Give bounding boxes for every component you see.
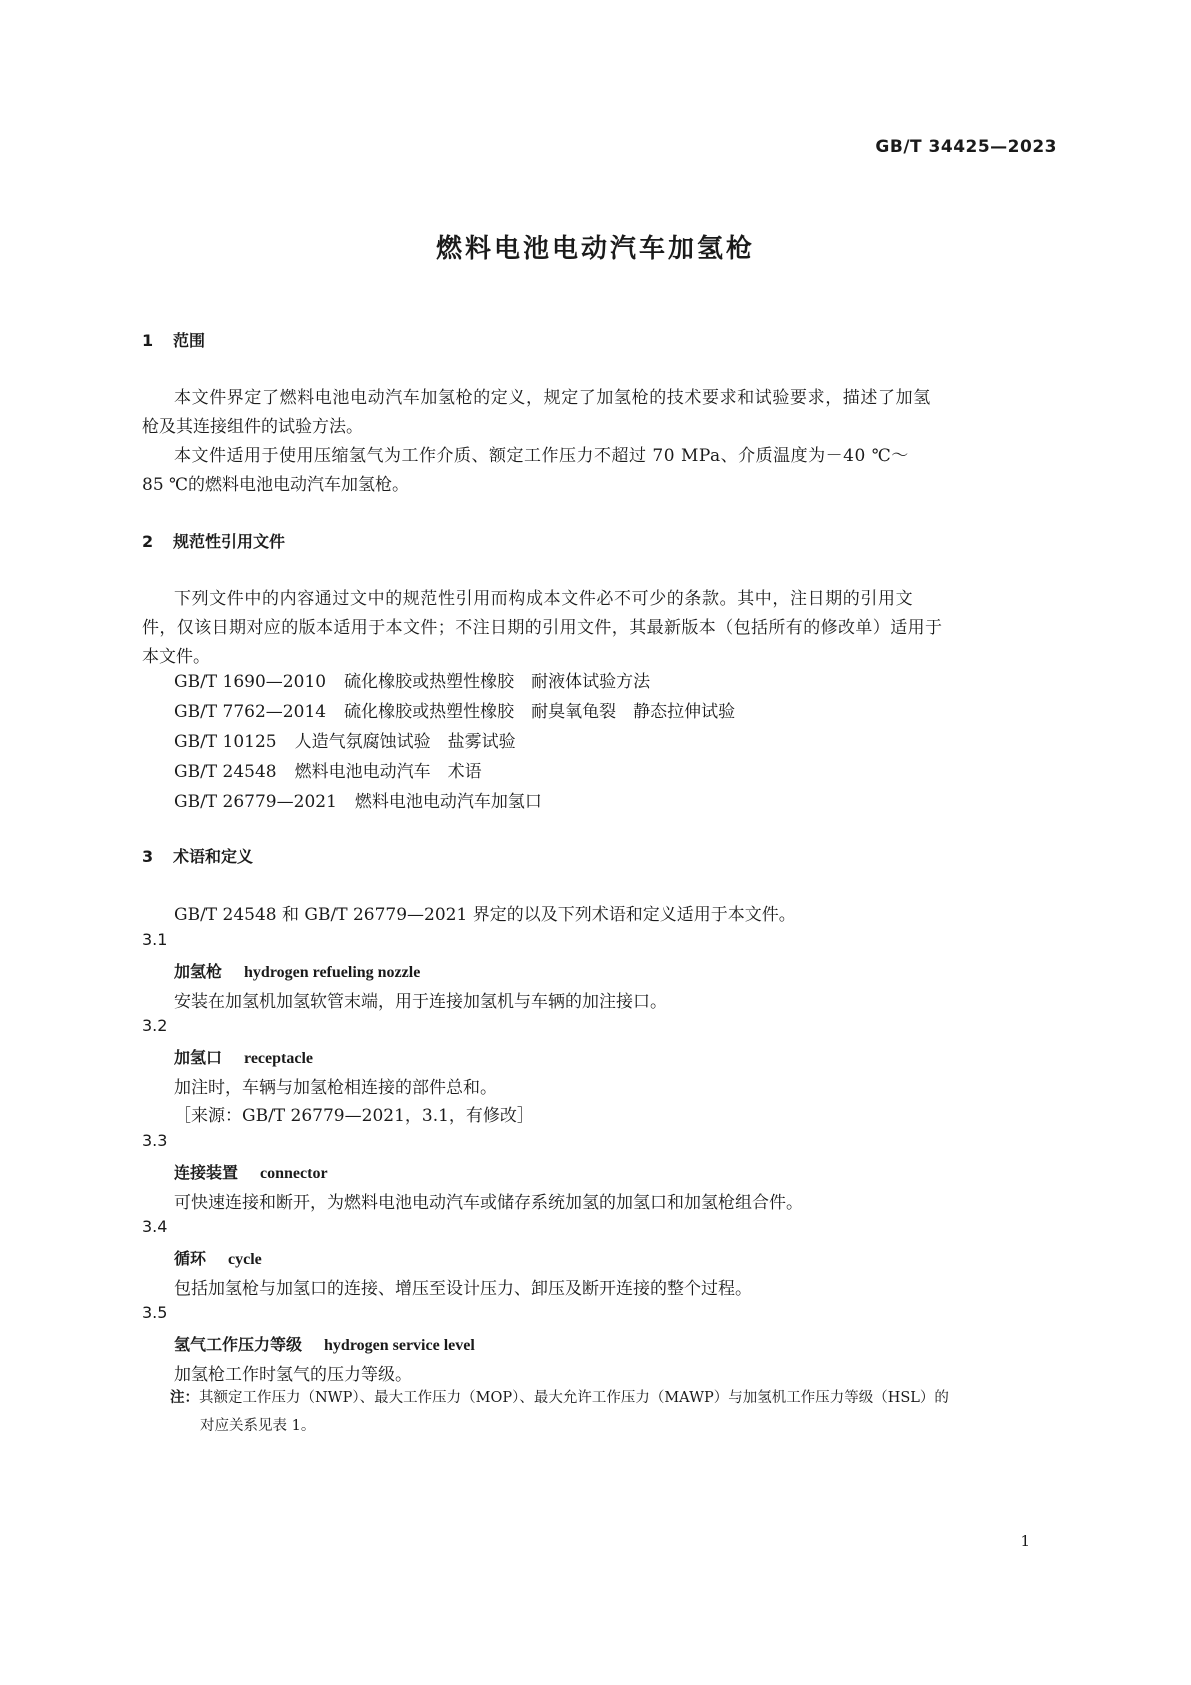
note-line1 <box>170 1384 1050 1412</box>
term-definition: 包括加氢枪与加氢口的连接、增压至设计压力、卸压及断开连接的整个过程。 <box>174 1279 752 1299</box>
reference-item <box>174 697 735 727</box>
scope-para2-line1: 本文件适用于使用压缩氢气为工作介质、额定工作压力不超过 70 MPa、介质温度为－40 ℃～ <box>174 446 909 466</box>
term-heading <box>174 1332 475 1355</box>
term-heading <box>174 1160 328 1183</box>
term-definition: 可快速连接和断开，为燃料电池电动汽车或储存系统加氢的加氢口和加氢枪组合件。 <box>174 1193 803 1213</box>
term-number: 3.2 <box>142 1016 168 1035</box>
reference-title: 燃料电池电动汽车加氢口 <box>354 792 542 812</box>
references-intro-line3: 本文件。 <box>142 647 210 667</box>
term-english: receptacle <box>244 1050 314 1067</box>
term-number: 3.4 <box>142 1217 168 1236</box>
reference-title: 人造气氛腐蚀试验 盐雾试验 <box>294 732 516 752</box>
term-heading <box>174 1246 262 1269</box>
section-1-heading <box>142 328 205 351</box>
reference-item <box>174 787 735 817</box>
term-heading <box>174 1045 313 1068</box>
reference-item <box>174 757 735 787</box>
term-number: 3.5 <box>142 1303 168 1322</box>
document-title: 燃料电池电动汽车加氢枪 <box>435 234 755 264</box>
reference-code: GB/T 7762—2014 <box>174 702 327 722</box>
term-english: hydrogen service level <box>324 1337 475 1354</box>
section-title: 范围 <box>173 331 206 350</box>
reference-list <box>174 667 735 817</box>
term-heading <box>174 959 420 982</box>
terms-intro: GB/T 24548 和 GB/T 26779—2021 界定的以及下列术语和定义适用于本文件。 <box>174 905 796 925</box>
term-chinese: 氢气工作压力等级 <box>174 1335 303 1354</box>
note <box>170 1384 1050 1440</box>
section-number: 1 <box>142 331 154 350</box>
term-chinese: 连接装置 <box>174 1163 239 1182</box>
note-line2: 对应关系见表 1。 <box>200 1418 316 1434</box>
term-definition: 加注时，车辆与加氢枪相连接的部件总和。 <box>174 1078 497 1098</box>
section-number: 2 <box>142 532 154 551</box>
page-number: 1 <box>1020 1532 1030 1550</box>
reference-code: GB/T 1690—2010 <box>174 672 327 692</box>
term-english: hydrogen refueling nozzle <box>244 964 421 981</box>
reference-title: 燃料电池电动汽车 术语 <box>294 762 482 782</box>
reference-item <box>174 667 735 697</box>
reference-code: GB/T 10125 <box>174 732 277 752</box>
term-source: ［来源：GB/T 26779—2021，3.1，有修改］ <box>174 1106 534 1126</box>
section-title: 术语和定义 <box>173 847 254 866</box>
references-intro-line2: 件，仅该日期对应的版本适用于本文件；不注日期的引用文件，其最新版本（包括所有的修改单）适用于 <box>142 618 943 638</box>
reference-code: GB/T 24548 <box>174 762 277 782</box>
section-number: 3 <box>142 847 154 866</box>
term-chinese: 加氢枪 <box>174 962 223 981</box>
references-intro-line1: 下列文件中的内容通过文中的规范性引用而构成本文件必不可少的条款。其中，注日期的引用文 <box>174 589 914 609</box>
term-chinese: 循环 <box>174 1249 207 1268</box>
note-text: 其额定工作压力（NWP）、最大工作压力（MOP）、最大允许工作压力（MAWP）与加氢机工作压力等级（HSL）的 <box>199 1390 949 1406</box>
section-2-heading <box>142 529 285 552</box>
reference-title: 硫化橡胶或热塑性橡胶 耐臭氧龟裂 静态拉伸试验 <box>344 702 736 722</box>
note-label: 注： <box>170 1390 199 1406</box>
section-3-heading <box>142 844 253 867</box>
reference-code: GB/T 26779—2021 <box>174 792 337 812</box>
reference-title: 硫化橡胶或热塑性橡胶 耐液体试验方法 <box>344 672 651 692</box>
term-number: 3.1 <box>142 930 168 949</box>
reference-item <box>174 727 735 757</box>
term-number: 3.3 <box>142 1131 168 1150</box>
term-english: connector <box>260 1165 328 1182</box>
term-definition: 加氢枪工作时氢气的压力等级。 <box>174 1365 412 1385</box>
scope-para1-line1: 本文件界定了燃料电池电动汽车加氢枪的定义，规定了加氢枪的技术要求和试验要求，描述了加氢 <box>174 388 931 408</box>
term-english: cycle <box>228 1251 262 1268</box>
section-title: 规范性引用文件 <box>173 532 286 551</box>
scope-para2-line2: 85 ℃的燃料电池电动汽车加氢枪。 <box>142 475 410 495</box>
standard-code: GB/T 34425—2023 <box>875 137 1057 157</box>
scope-para1-line2: 枪及其连接组件的试验方法。 <box>142 417 363 437</box>
term-definition: 安装在加氢机加氢软管末端，用于连接加氢机与车辆的加注接口。 <box>174 992 667 1012</box>
term-chinese: 加氢口 <box>174 1048 223 1067</box>
